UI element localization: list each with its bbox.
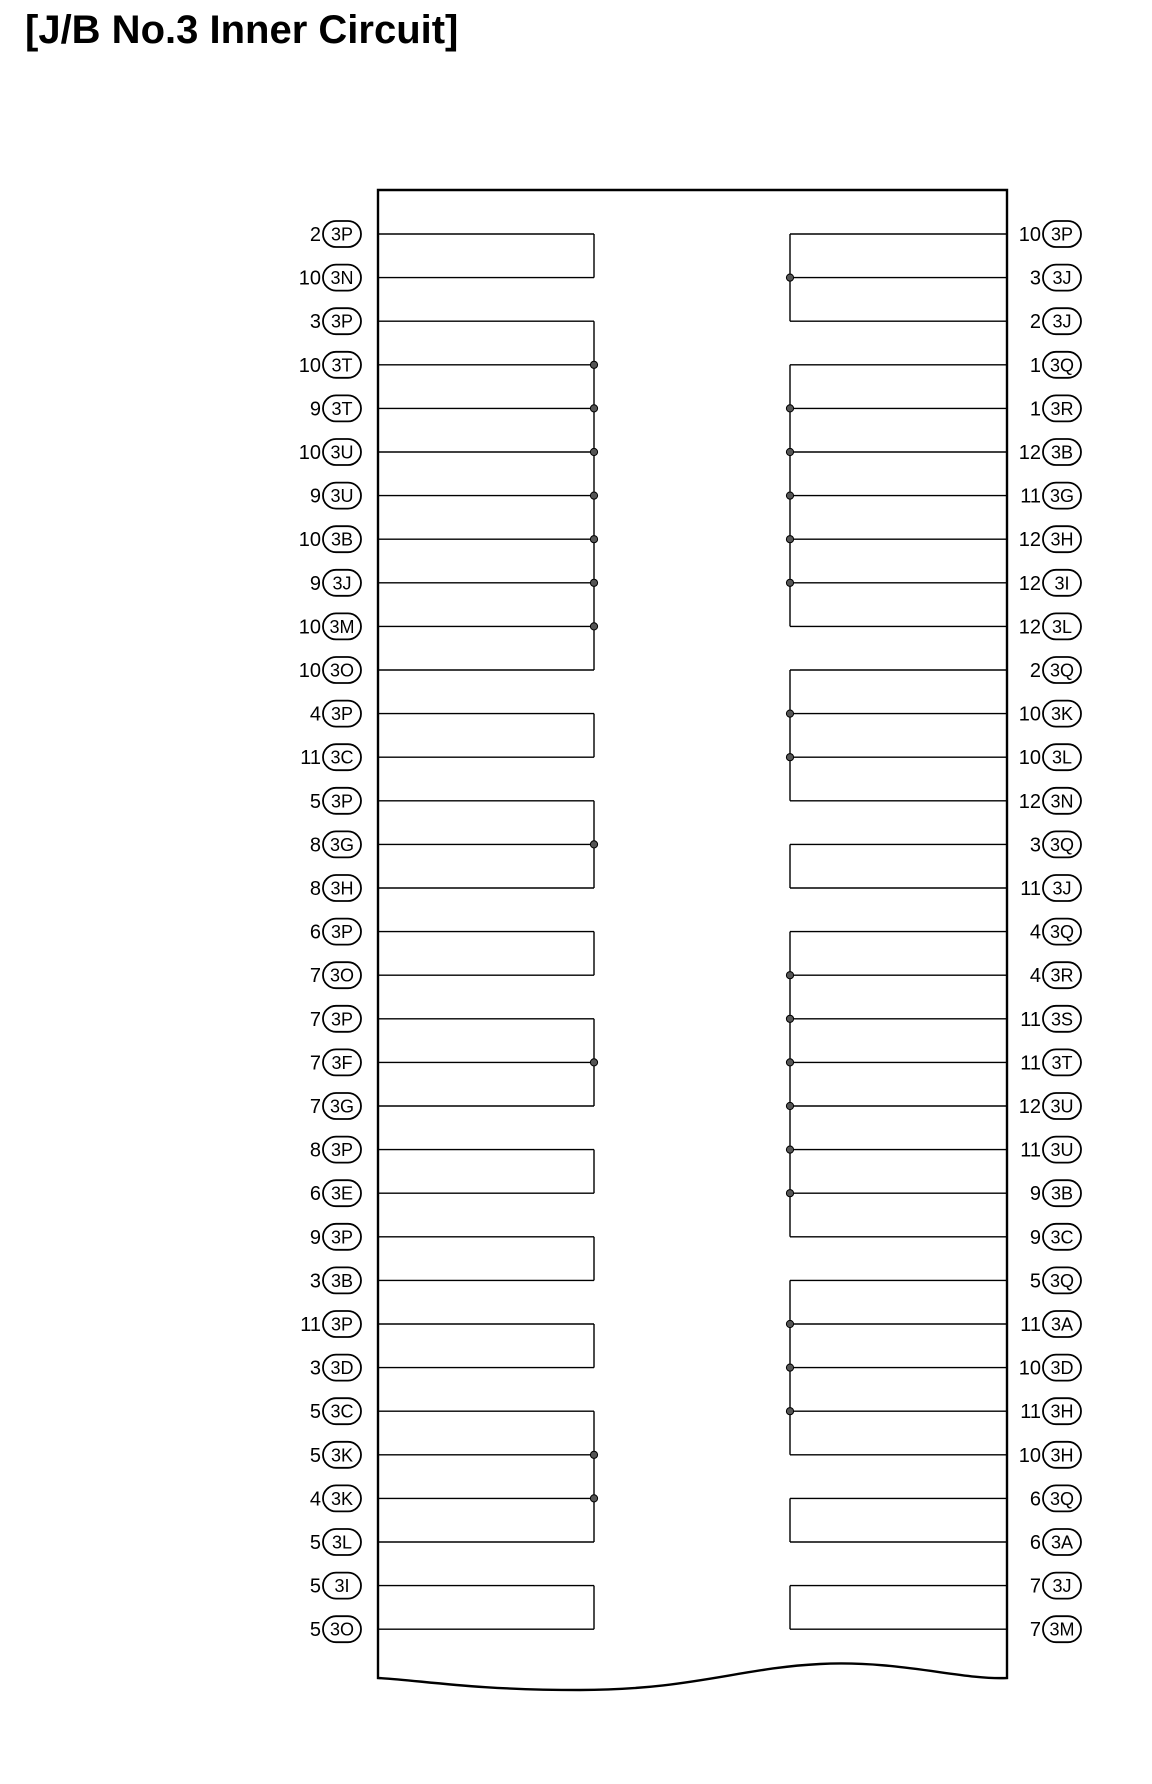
pin-number: 9 — [309, 398, 321, 421]
pin-number: 11 — [1020, 1401, 1041, 1424]
pin-number: 12 — [1018, 572, 1041, 595]
connector-code: 3Q — [1049, 1488, 1075, 1509]
right-pin-29 — [1019, 1442, 1081, 1468]
pin-number: 8 — [309, 878, 321, 900]
connector-code: 3O — [329, 965, 355, 986]
left-pin-6 — [299, 439, 361, 465]
pin-number: 7 — [1029, 1619, 1041, 1642]
junction-dot — [786, 1015, 793, 1022]
pin-number: 10 — [1018, 703, 1041, 726]
connector-code: 3K — [330, 1445, 354, 1466]
pin-number: 10 — [1018, 1357, 1041, 1380]
connector-code: 3U — [330, 442, 354, 463]
connector-code: 3S — [1050, 1009, 1074, 1030]
pin-number: 10 — [298, 616, 321, 639]
connector-code: 3P — [330, 791, 354, 812]
connector-code: 3K — [330, 1488, 354, 1509]
junction-dot — [786, 448, 793, 455]
left-pin-31 — [310, 1529, 361, 1555]
pin-number: 10 — [1018, 747, 1041, 770]
connector-code: 3P — [330, 1140, 354, 1161]
connector-code: 3Q — [1049, 660, 1075, 681]
right-pin-31 — [1030, 1529, 1081, 1555]
pin-number: 4 — [309, 1488, 321, 1511]
connector-code: 3B — [330, 1270, 354, 1291]
pin-number: 5 — [309, 1619, 321, 1642]
pin-number: 7 — [309, 1096, 321, 1118]
pin-number: 5 — [309, 1532, 321, 1554]
connector-code: 3P — [330, 704, 354, 725]
junction-dot — [786, 1146, 793, 1153]
left-pin-29 — [310, 1442, 361, 1468]
connector-code: 3U — [1050, 1140, 1074, 1161]
connector-code: 3M — [329, 616, 355, 637]
junction-dot — [786, 1190, 793, 1197]
left-pin-25 — [310, 1267, 361, 1293]
left-pin-19 — [310, 1006, 361, 1032]
junction-dot — [786, 492, 793, 499]
left-pin-22 — [310, 1137, 361, 1163]
right-pin-22 — [1020, 1137, 1081, 1163]
pin-number: 11 — [1020, 1139, 1041, 1162]
pin-number: 9 — [1029, 1226, 1041, 1249]
connector-code: 3P — [330, 1314, 354, 1335]
connector-code: 3P — [1050, 224, 1074, 245]
connector-code: 3R — [1050, 398, 1074, 419]
connector-code: 3J — [1052, 1576, 1072, 1597]
junction-dot — [590, 405, 597, 412]
junction-dot — [786, 536, 793, 543]
connector-code: 3M — [1049, 1619, 1075, 1640]
right-pin-14 — [1019, 788, 1081, 814]
left-pin-23 — [310, 1180, 361, 1206]
connector-code: 3D — [330, 1358, 354, 1379]
connector-code: 3G — [329, 834, 355, 855]
pin-number: 12 — [1018, 442, 1041, 464]
right-pin-27 — [1019, 1355, 1081, 1381]
right-pin-25 — [1030, 1267, 1081, 1293]
pin-number: 10 — [1018, 1444, 1041, 1467]
right-pin-12 — [1019, 701, 1081, 727]
junction-dot — [590, 361, 597, 368]
connector-code: 3L — [1051, 616, 1073, 637]
pin-number: 11 — [300, 747, 321, 770]
connector-code: 3Q — [1049, 922, 1075, 943]
pin-number: 12 — [1018, 529, 1041, 552]
connector-code: 3R — [1050, 965, 1074, 986]
pin-number: 8 — [309, 1139, 321, 1162]
junction-dot — [786, 405, 793, 412]
right-pin-2 — [1030, 265, 1081, 291]
pin-number: 11 — [300, 1314, 321, 1336]
right-pin-19 — [1020, 1006, 1081, 1032]
right-pin-4 — [1030, 352, 1081, 378]
connector-code: 3P — [330, 1009, 354, 1030]
pin-number: 5 — [1029, 1270, 1041, 1293]
right-pin-32 — [1030, 1573, 1081, 1599]
pin-number: 11 — [1020, 1314, 1041, 1336]
right-pin-10 — [1019, 613, 1081, 639]
junction-dot — [786, 754, 793, 761]
left-pin-18 — [310, 962, 361, 988]
pin-number: 2 — [309, 224, 321, 246]
connector-code: 3Q — [1049, 355, 1075, 376]
left-pin-33 — [310, 1616, 361, 1642]
connector-code: 3P — [330, 224, 354, 245]
pin-number: 6 — [309, 1183, 321, 1206]
right-pin-9 — [1019, 570, 1081, 596]
right-pin-8 — [1019, 526, 1081, 552]
connector-code: 3B — [1050, 442, 1074, 463]
left-pin-4 — [299, 352, 361, 378]
right-pin-20 — [1020, 1049, 1081, 1075]
connector-code: 3A — [1050, 1314, 1074, 1335]
pin-number: 3 — [309, 1357, 321, 1380]
pin-number: 12 — [1018, 616, 1041, 639]
left-pin-9 — [310, 570, 361, 596]
pin-number: 7 — [1029, 1575, 1041, 1598]
page-title: [J/B No.3 Inner Circuit] — [25, 8, 459, 52]
connector-code: 3H — [1050, 1445, 1074, 1466]
right-pin-7 — [1020, 483, 1081, 509]
left-pin-8 — [299, 526, 361, 552]
connector-code: 3U — [330, 486, 354, 507]
right-pin-30 — [1030, 1485, 1081, 1511]
junction-dot — [786, 972, 793, 979]
right-pin-21 — [1019, 1093, 1081, 1119]
left-pin-13 — [300, 744, 361, 770]
connector-code: 3L — [1051, 747, 1073, 768]
pin-number: 3 — [1029, 834, 1041, 857]
connector-code: 3B — [1050, 1183, 1074, 1204]
left-pin-20 — [310, 1049, 361, 1075]
pin-number: 4 — [1029, 965, 1041, 988]
connector-code: 3T — [331, 398, 353, 419]
pin-number: 11 — [1020, 485, 1041, 508]
connector-code: 3B — [330, 529, 354, 550]
pin-number: 12 — [1018, 1096, 1041, 1118]
connector-code: 3P — [330, 311, 354, 332]
pin-number: 12 — [1018, 790, 1041, 813]
connector-code: 3H — [1050, 529, 1074, 550]
pin-number: 6 — [1029, 1488, 1041, 1511]
pin-number: 11 — [1020, 1008, 1041, 1031]
connector-code: 3L — [331, 1532, 353, 1553]
connector-code: 3U — [1050, 1096, 1074, 1117]
connector-code: 3J — [332, 573, 352, 594]
pin-number: 10 — [298, 354, 321, 377]
pin-number: 5 — [309, 1575, 321, 1598]
connector-code: 3Q — [1049, 1270, 1075, 1291]
connector-code: 3T — [331, 355, 353, 376]
right-pin-13 — [1019, 744, 1081, 770]
connector-code: 3T — [1051, 1052, 1073, 1073]
connector-code: 3I — [1054, 573, 1070, 594]
connector-code: 3C — [330, 1401, 354, 1422]
right-pin-6 — [1019, 439, 1081, 465]
pin-number: 9 — [1029, 1183, 1041, 1206]
left-pin-12 — [310, 701, 361, 727]
junction-block-outline — [378, 190, 1007, 1690]
left-pin-17 — [310, 919, 361, 945]
right-pin-1 — [1019, 221, 1081, 247]
connector-code: 3K — [1050, 704, 1074, 725]
right-pin-26 — [1020, 1311, 1081, 1337]
connector-code: 3O — [329, 660, 355, 681]
left-pin-21 — [310, 1093, 361, 1119]
junction-dot — [786, 1364, 793, 1371]
left-pin-11 — [299, 657, 361, 683]
pin-number: 9 — [309, 1226, 321, 1249]
connector-code: 3H — [1050, 1401, 1074, 1422]
junction-dot — [786, 274, 793, 281]
right-pin-5 — [1030, 395, 1081, 421]
pin-number: 10 — [298, 442, 321, 464]
junction-dot — [786, 579, 793, 586]
left-pin-15 — [310, 831, 361, 857]
connector-code: 3J — [1052, 268, 1072, 289]
pin-number: 11 — [1020, 878, 1041, 900]
junction-dot — [590, 1451, 597, 1458]
pin-number: 1 — [1029, 398, 1041, 421]
junction-dot — [786, 1320, 793, 1327]
pin-number: 3 — [309, 311, 321, 334]
connector-code: 3N — [1050, 791, 1074, 812]
connector-code: 3G — [1049, 486, 1075, 507]
pin-number: 7 — [309, 1008, 321, 1031]
left-pin-26 — [300, 1311, 361, 1337]
left-pin-30 — [310, 1485, 361, 1511]
right-pin-11 — [1030, 657, 1081, 683]
left-pin-16 — [310, 875, 361, 901]
connector-code: 3J — [1052, 311, 1072, 332]
pin-number: 2 — [1029, 660, 1041, 682]
pin-number: 6 — [1029, 1532, 1041, 1554]
junction-dot — [786, 1408, 793, 1415]
pin-number: 5 — [309, 790, 321, 813]
junction-dot — [590, 1495, 597, 1502]
junction-dot — [590, 448, 597, 455]
right-pin-3 — [1030, 308, 1081, 334]
pin-number: 10 — [298, 660, 321, 682]
pin-number: 10 — [298, 267, 321, 290]
pin-number: 3 — [309, 1270, 321, 1293]
pin-number: 10 — [298, 529, 321, 552]
junction-dot — [590, 536, 597, 543]
left-pin-14 — [310, 788, 361, 814]
junction-dot — [786, 1102, 793, 1109]
pin-number: 3 — [1029, 267, 1041, 290]
pin-number: 6 — [309, 921, 321, 944]
pin-number: 2 — [1029, 311, 1041, 334]
pin-number: 10 — [1018, 224, 1041, 246]
pin-number: 7 — [309, 1052, 321, 1075]
junction-dot — [590, 579, 597, 586]
connector-code: 3Q — [1049, 834, 1075, 855]
pin-number: 9 — [309, 572, 321, 595]
junction-dot — [786, 710, 793, 717]
left-pin-27 — [310, 1355, 361, 1381]
right-pin-24 — [1030, 1224, 1081, 1250]
left-pin-28 — [310, 1398, 361, 1424]
connector-code: 3H — [330, 878, 354, 899]
right-pin-17 — [1030, 919, 1081, 945]
pin-number: 8 — [309, 834, 321, 857]
left-pin-24 — [310, 1224, 361, 1250]
pin-number: 7 — [309, 965, 321, 988]
connector-code: 3C — [1050, 1227, 1074, 1248]
right-pin-33 — [1030, 1616, 1081, 1642]
connector-code: 3I — [334, 1576, 350, 1597]
junction-dot — [590, 1059, 597, 1066]
pin-number: 5 — [309, 1401, 321, 1424]
pin-number: 5 — [309, 1444, 321, 1467]
left-pin-7 — [310, 483, 361, 509]
left-pin-5 — [310, 395, 361, 421]
connector-code: 3J — [1052, 878, 1072, 899]
connector-code: 3O — [329, 1619, 355, 1640]
right-pin-16 — [1020, 875, 1081, 901]
junction-dot — [786, 1059, 793, 1066]
pin-number: 4 — [1029, 921, 1041, 944]
connector-code: 3F — [331, 1052, 353, 1073]
left-pin-3 — [310, 308, 361, 334]
connector-code: 3A — [1050, 1532, 1074, 1553]
connector-code: 3D — [1050, 1358, 1074, 1379]
right-pin-23 — [1030, 1180, 1081, 1206]
right-pin-15 — [1030, 831, 1081, 857]
connector-code: 3C — [330, 747, 354, 768]
connector-code: 3P — [330, 922, 354, 943]
connector-code: 3E — [330, 1183, 354, 1204]
pin-number: 11 — [1020, 1052, 1041, 1075]
connector-code: 3P — [330, 1227, 354, 1248]
left-pin-1 — [310, 221, 361, 247]
left-pin-10 — [299, 613, 361, 639]
left-pin-32 — [310, 1573, 361, 1599]
pin-number: 1 — [1029, 354, 1041, 377]
connector-code: 3N — [330, 268, 354, 289]
junction-dot — [590, 841, 597, 848]
pin-number: 9 — [309, 485, 321, 508]
junction-dot — [590, 492, 597, 499]
left-pin-2 — [299, 265, 361, 291]
junction-dot — [590, 623, 597, 630]
right-pin-28 — [1020, 1398, 1081, 1424]
right-pin-18 — [1030, 962, 1081, 988]
pin-number: 4 — [309, 703, 321, 726]
connector-code: 3G — [329, 1096, 355, 1117]
